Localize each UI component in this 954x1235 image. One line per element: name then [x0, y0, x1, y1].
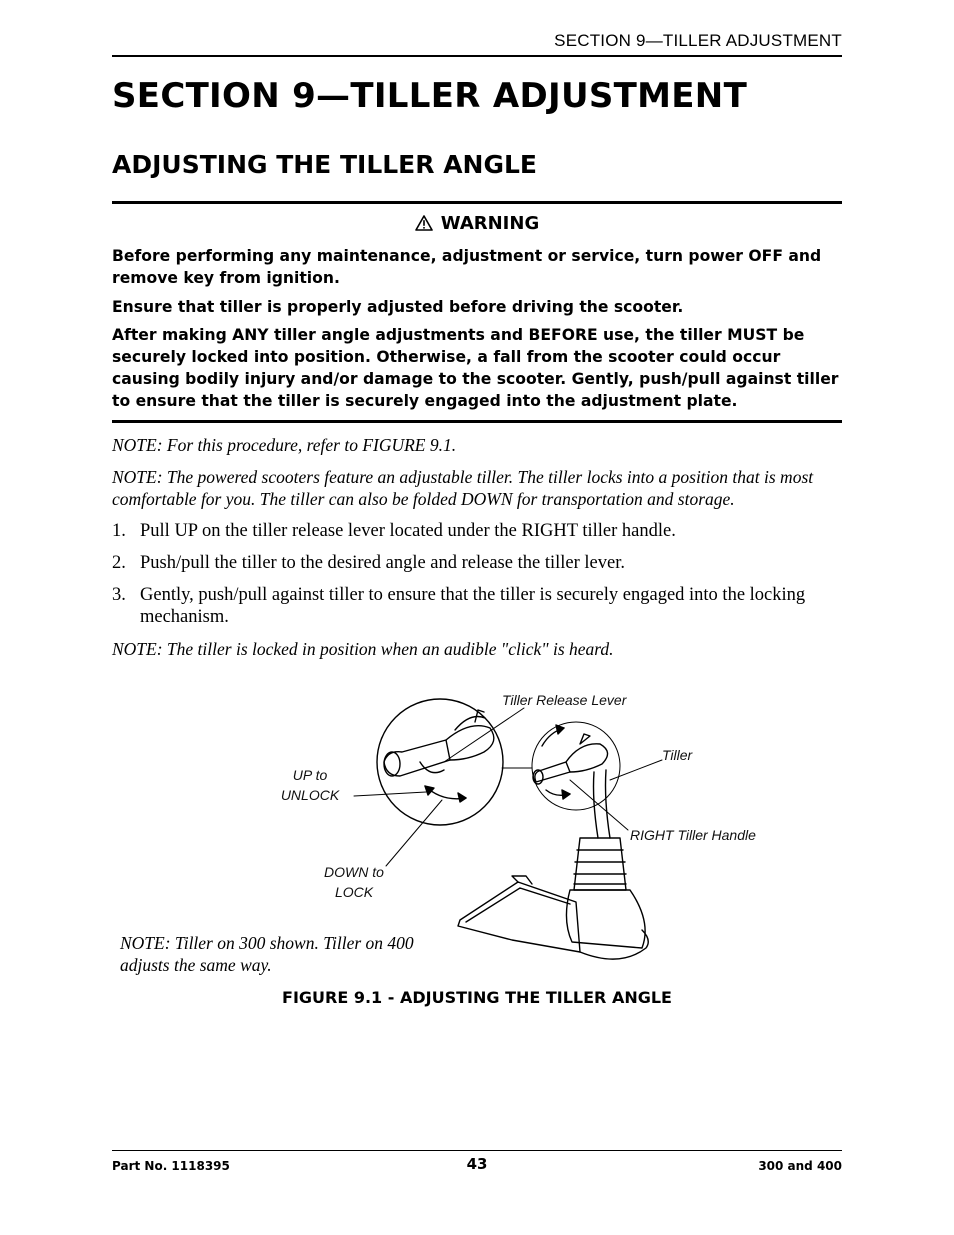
callout-up-line1: UP to [292, 767, 328, 783]
footer-models: 300 and 400 [758, 1159, 842, 1173]
warning-box [112, 201, 842, 423]
callout-up-to-unlock [280, 765, 340, 805]
tiller-head-circle [532, 722, 620, 810]
warning-paragraph-power: Before performing any maintenance, adjustment or service, turn power OFF and remove key from ignition. [112, 247, 822, 287]
subsection-title: ADJUSTING THE TILLER ANGLE [112, 150, 538, 179]
step-text: Push/pull the tiller to the desired angle and release the tiller lever. [140, 553, 625, 573]
callout-right-tiller-handle: RIGHT Tiller Handle [630, 827, 756, 843]
step-number: 2. [112, 553, 126, 573]
running-header [112, 31, 842, 57]
footer-part-number: Part No. 1118395 [112, 1159, 230, 1173]
step-item [112, 584, 842, 628]
callout-down-line1: DOWN to [324, 864, 384, 880]
callout-tiller-release-lever: Tiller Release Lever [502, 692, 627, 708]
note-adjustable-tiller: NOTE: The powered scooters feature an adjustable tiller. The tiller locks into a position that is most comfortable for you. The tiller can also be folded DOWN for transportation and storage. [112, 467, 814, 509]
warning-paragraph-lock: After making ANY tiller angle adjustments and BEFORE use, the tiller MUST be securely locked into position. Otherwise, a fall from the scooter could occur causing bodily injury and/or damage to the scooter. Gently, push/pull against tiller to ensure that the tiller is securely engaged into the adjustment plate. [112, 326, 839, 410]
step-text: Pull UP on the tiller release lever located under the RIGHT tiller handle. [140, 521, 676, 541]
warning-title: WARNING [440, 213, 540, 234]
warning-paragraph-adjust: Ensure that tiller is properly adjusted before driving the scooter. [112, 298, 684, 316]
leader-right-handle [570, 780, 628, 830]
step-item [112, 520, 842, 542]
footer-page-number: 43 [466, 1155, 488, 1173]
step-item [112, 552, 842, 574]
leader-up-unlock [354, 792, 426, 796]
callout-down-line2: LOCK [334, 884, 374, 900]
note-refer-figure: NOTE: For this procedure, refer to FIGURE 9.1. [112, 435, 457, 455]
callout-up-line2: UNLOCK [280, 787, 340, 803]
step-number: 3. [112, 585, 126, 605]
running-header-title: SECTION 9—TILLER ADJUSTMENT [554, 31, 842, 50]
warning-triangle-icon [415, 215, 433, 231]
step-number: 1. [112, 521, 126, 541]
figure-caption: FIGURE 9.1 - ADJUSTING THE TILLER ANGLE [282, 988, 672, 1007]
note-audible-click: NOTE: The tiller is locked in position when an audible "click" is heard. [112, 639, 614, 659]
figure-note: NOTE: Tiller on 300 shown. Tiller on 400 adjusts the same way. [120, 933, 414, 975]
callout-down-to-lock [318, 862, 390, 902]
warning-heading [112, 213, 842, 234]
section-title: SECTION 9—TILLER ADJUSTMENT [112, 76, 748, 116]
page-footer [112, 1150, 842, 1181]
leader-down-lock [386, 800, 442, 866]
step-text: Gently, push/pull against tiller to ensure that the tiller is securely engaged into the locking mechanism. [140, 585, 806, 627]
leader-tiller [610, 760, 662, 780]
callout-tiller: Tiller [662, 747, 693, 763]
